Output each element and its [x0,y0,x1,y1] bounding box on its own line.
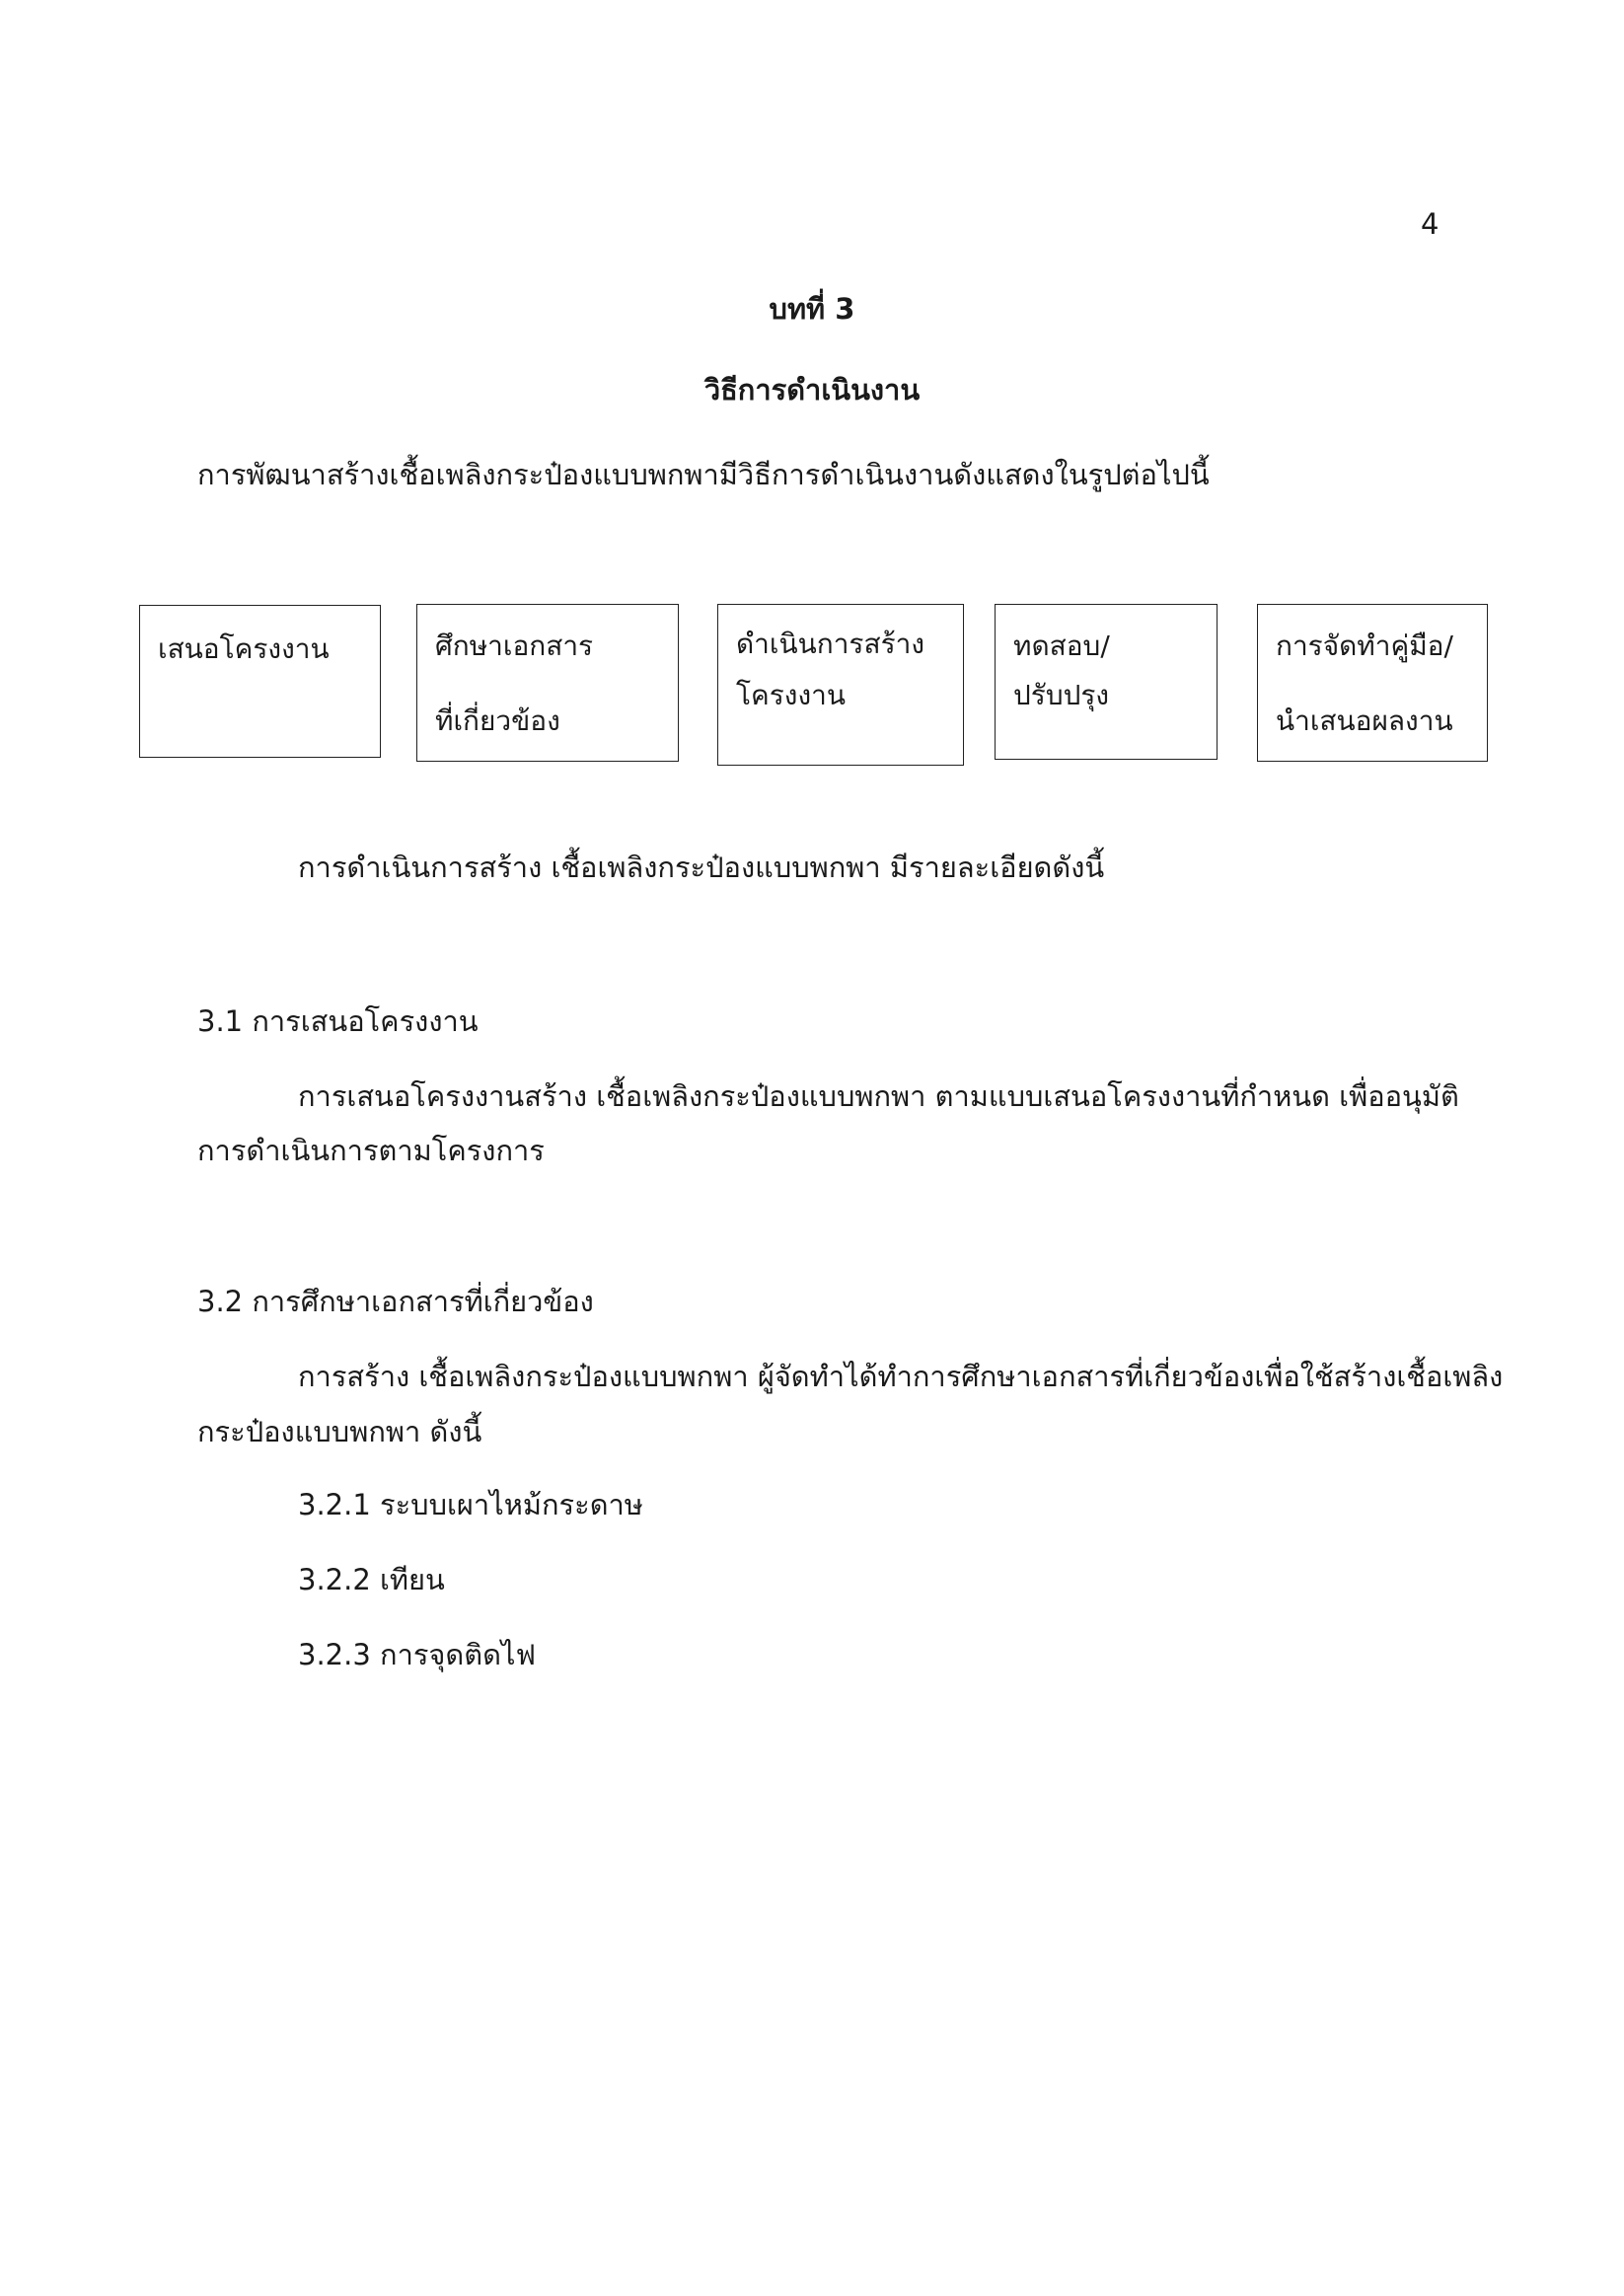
flow-step-study-documents [416,604,679,762]
section-heading-3-2: 3.2 การศึกษาเอกสารที่เกี่ยวข้อง [197,1285,594,1318]
flow-step-test-improve [995,604,1218,760]
section-3-1-paragraph-line-1: การเสนอโครงงานสร้าง เชื้อเพลิงกระป๋องแบบพกพา ตามแบบเสนอโครงงานที่กำหนด เพื่ออนุมัติ [298,1079,1459,1113]
flow-step-line: ปรับปรุง [1013,679,1110,711]
chapter-title: บทที่ 3 [769,292,855,326]
flow-step-line: ศึกษาเอกสาร [435,630,594,662]
flow-step-manual-present [1257,604,1488,762]
section-heading-3-1: 3.1 การเสนอโครงงาน [197,1004,479,1038]
section-3-2-paragraph-line-2: กระป๋องแบบพกพา ดังนี้ [197,1415,482,1448]
flow-step-line: โครงงาน [736,679,847,711]
flow-step-line: ดำเนินการสร้าง [736,628,924,660]
flow-step-line: เสนอโครงงาน [158,632,330,665]
subitem-3-2-1: 3.2.1 ระบบเผาไหม้กระดาษ [298,1488,643,1521]
section-3-1-paragraph-line-2: การดำเนินการตามโครงการ [197,1134,545,1167]
subitem-3-2-3: 3.2.3 การจุดติดไฟ [298,1638,537,1671]
flow-step-line: การจัดทำคู่มือ/ [1276,630,1453,662]
intro-paragraph: การพัฒนาสร้างเชื้อเพลิงกระป๋องแบบพกพามีวิธีการดำเนินงานดังแสดงในรูปต่อไปนี้ [197,458,1210,491]
process-detail-intro: การดำเนินการสร้าง เชื้อเพลิงกระป๋องแบบพกพา มีรายละเอียดดังนี้ [298,851,1105,884]
flow-step-propose-project [139,605,381,758]
chapter-subtitle: วิธีการดำเนินงาน [703,373,921,407]
section-3-2-paragraph-line-1: การสร้าง เชื้อเพลิงกระป๋องแบบพกพา ผู้จัดทำได้ทำการศึกษาเอกสารที่เกี่ยวข้องเพื่อใช้สร้างเชื้อเพลิง [298,1360,1504,1393]
subitem-3-2-2: 3.2.2 เทียน [298,1563,445,1596]
flow-step-line: ทดสอบ/ [1013,630,1110,662]
flow-step-build-project [717,604,964,766]
flow-step-line: นำเสนอผลงาน [1276,704,1453,737]
page-number: 4 [1421,207,1439,241]
flow-step-line: ที่เกี่ยวข้อง [435,704,560,737]
